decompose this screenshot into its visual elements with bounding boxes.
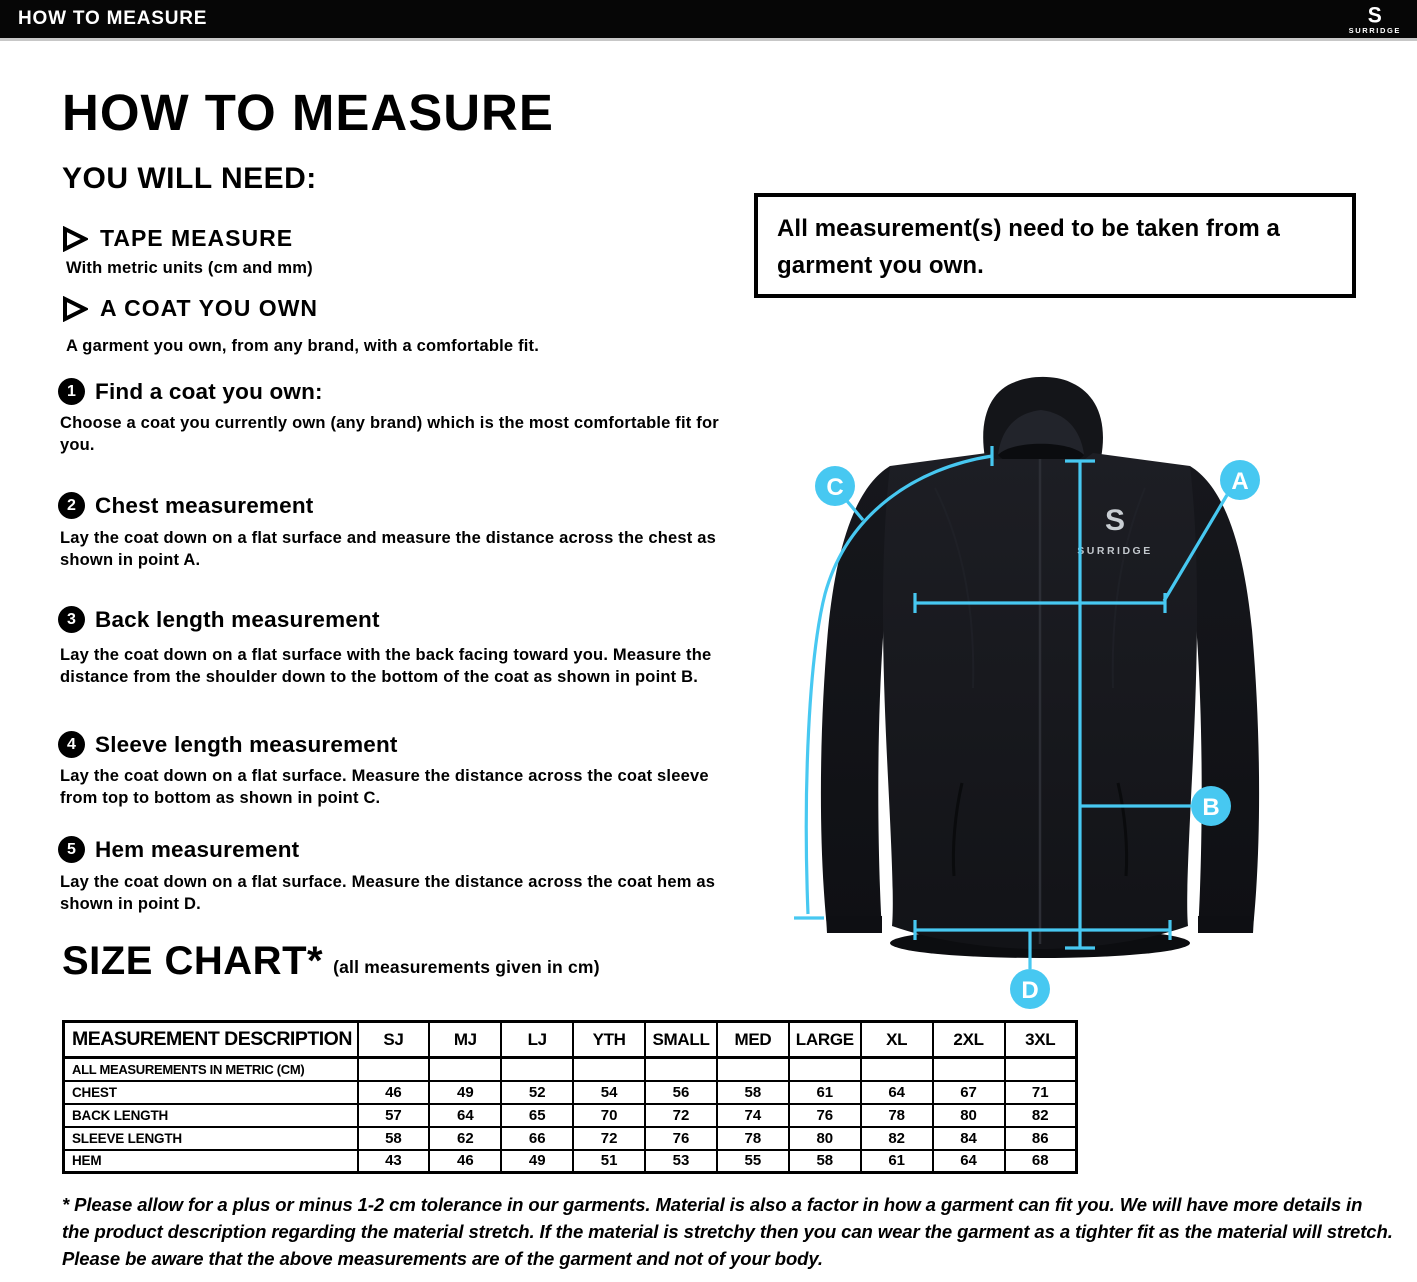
cell-value: 53 — [645, 1150, 717, 1173]
column-header: SJ — [358, 1022, 430, 1058]
triangle-bullet-icon — [62, 296, 88, 322]
step-title: Hem measurement — [95, 836, 300, 862]
cell-value: 46 — [358, 1081, 430, 1104]
cell-value: 68 — [1005, 1150, 1077, 1173]
jacket-left-cuff — [826, 916, 882, 933]
cell-value: 64 — [933, 1150, 1005, 1173]
callout-text: All measurement(s) need to be taken from a garment you own. — [777, 215, 1280, 280]
cell-value: 66 — [501, 1127, 573, 1150]
cell-value: 54 — [573, 1081, 645, 1104]
requirement-label: TAPE MEASURE — [100, 225, 294, 251]
step-2 — [58, 492, 313, 519]
point-a-label: A — [1231, 468, 1249, 495]
row-label: BACK LENGTH — [64, 1104, 358, 1127]
cell-value: 78 — [861, 1104, 933, 1127]
step-title: Chest measurement — [95, 492, 314, 518]
step-title: Back length measurement — [95, 606, 380, 632]
cell-value: 82 — [1005, 1104, 1077, 1127]
row-label: HEM — [64, 1150, 358, 1173]
cell-value: 71 — [1005, 1081, 1077, 1104]
jacket-right-cuff — [1198, 916, 1254, 933]
top-bar — [0, 0, 1417, 38]
cell-value: 72 — [573, 1127, 645, 1150]
cell-value: 86 — [1005, 1127, 1077, 1150]
step-description: Lay the coat down on a flat surface with the back facing toward you. Measure the distance from the shoulder down to the bottom of the coat as shown in point B. — [60, 646, 712, 686]
column-header: MEASUREMENT DESCRIPTION — [64, 1022, 358, 1058]
empty-cell — [1005, 1058, 1077, 1081]
step-number-badge: 3 — [58, 606, 85, 633]
column-header: MED — [717, 1022, 789, 1058]
step-1 — [58, 378, 323, 405]
empty-cell — [861, 1058, 933, 1081]
row-label: SLEEVE LENGTH — [64, 1127, 358, 1150]
table-row-chest — [64, 1081, 1077, 1104]
jacket-logo-wordmark: SURRIDGE — [1077, 545, 1153, 557]
requirement-desc: A garment you own, from any brand, with a comfortable fit. — [66, 337, 540, 355]
step-number-badge: 4 — [58, 731, 85, 758]
column-header: 2XL — [933, 1022, 1005, 1058]
cell-value: 52 — [501, 1081, 573, 1104]
step-title: Sleeve length measurement — [95, 731, 398, 757]
empty-cell — [789, 1058, 861, 1081]
cell-value: 65 — [501, 1104, 573, 1127]
column-header: 3XL — [1005, 1022, 1077, 1058]
cell-value: 56 — [645, 1081, 717, 1104]
empty-cell — [358, 1058, 430, 1081]
point-c-label: C — [826, 474, 844, 501]
step-number-badge: 1 — [58, 378, 85, 405]
column-header: YTH — [573, 1022, 645, 1058]
tolerance-footnote: * Please allow for a plus or minus 1-2 cm tolerance in our garments. Material is also a factor in how a garment can fit you. We will have more details in the product description regarding the material stretch. If the material is stretchy then you can wear the garment as a tighter fit as the material will stretch. Please be aware that the above measurements are of the garment and not of your body. — [62, 1194, 1393, 1269]
step-5 — [58, 836, 299, 863]
cell-value: 43 — [358, 1150, 430, 1173]
measurement-callout-box — [754, 193, 1356, 298]
column-header: MJ — [429, 1022, 501, 1058]
cell-value: 82 — [861, 1127, 933, 1150]
step-3 — [58, 606, 380, 633]
cell-value: 74 — [717, 1104, 789, 1127]
cell-value: 64 — [429, 1104, 501, 1127]
surridge-wordmark: SURRIDGE — [1348, 25, 1401, 35]
jacket-illustration — [735, 358, 1365, 1058]
step-description: Lay the coat down on a flat surface and measure the distance across the chest as shown in point A. — [60, 529, 717, 569]
surridge-logo — [1349, 5, 1401, 35]
cell-value: 55 — [717, 1150, 789, 1173]
size-chart-subtitle: (all measurements given in cm) — [333, 957, 600, 977]
requirement-coat — [62, 295, 318, 322]
cell-value: 51 — [573, 1150, 645, 1173]
page-title: HOW TO MEASURE — [62, 84, 554, 141]
you-will-need-heading: YOU WILL NEED: — [62, 162, 317, 195]
jacket-measurement-diagram — [735, 358, 1365, 1058]
cell-value: 61 — [789, 1081, 861, 1104]
empty-cell — [573, 1058, 645, 1081]
row-label: CHEST — [64, 1081, 358, 1104]
jacket-right-sleeve — [1188, 466, 1259, 932]
metric-note-row — [64, 1058, 1077, 1081]
requirement-desc: With metric units (cm and mm) — [66, 259, 313, 277]
column-header: LJ — [501, 1022, 573, 1058]
size-chart-table — [62, 1020, 1078, 1174]
cell-value: 58 — [717, 1081, 789, 1104]
cell-value: 58 — [789, 1150, 861, 1173]
table-row-sleeve-length — [64, 1127, 1077, 1150]
cell-value: 80 — [789, 1127, 861, 1150]
top-bar-divider — [0, 38, 1417, 41]
empty-cell — [933, 1058, 1005, 1081]
table-row-hem — [64, 1150, 1077, 1173]
size-chart-title: SIZE CHART* — [62, 939, 324, 983]
requirement-label: A COAT YOU OWN — [100, 295, 319, 321]
empty-cell — [717, 1058, 789, 1081]
point-d-label: D — [1021, 977, 1039, 1004]
column-header: LARGE — [789, 1022, 861, 1058]
cell-value: 72 — [645, 1104, 717, 1127]
size-chart-heading — [62, 941, 600, 981]
step-description: Lay the coat down on a flat surface. Measure the distance across the coat hem as shown in point D. — [60, 873, 716, 913]
column-header: XL — [861, 1022, 933, 1058]
cell-value: 62 — [429, 1127, 501, 1150]
empty-cell — [501, 1058, 573, 1081]
cell-value: 78 — [717, 1127, 789, 1150]
step-number-badge: 2 — [58, 492, 85, 519]
metric-note: ALL MEASUREMENTS IN METRIC (CM) — [64, 1058, 358, 1081]
cell-value: 49 — [501, 1150, 573, 1173]
cell-value: 70 — [573, 1104, 645, 1127]
cell-value: 58 — [358, 1127, 430, 1150]
step-number-badge: 5 — [58, 836, 85, 863]
cell-value: 57 — [358, 1104, 430, 1127]
cell-value: 49 — [429, 1081, 501, 1104]
empty-cell — [429, 1058, 501, 1081]
step-description: Choose a coat you currently own (any brand) which is the most comfortable fit for you. — [60, 414, 719, 454]
cell-value: 61 — [861, 1150, 933, 1173]
cell-value: 84 — [933, 1127, 1005, 1150]
triangle-bullet-icon — [62, 226, 88, 252]
surridge-s-icon: S — [1367, 3, 1382, 28]
cell-value: 64 — [861, 1081, 933, 1104]
cell-value: 76 — [645, 1127, 717, 1150]
top-bar-title: HOW TO MEASURE — [18, 8, 208, 29]
requirement-tape-measure — [62, 225, 293, 252]
step-title: Find a coat you own: — [95, 378, 323, 404]
cell-value: 46 — [429, 1150, 501, 1173]
jacket-left-sleeve — [821, 466, 892, 932]
cell-value: 76 — [789, 1104, 861, 1127]
empty-cell — [645, 1058, 717, 1081]
table-row-back-length — [64, 1104, 1077, 1127]
step-4 — [58, 731, 398, 758]
point-b-label: B — [1202, 794, 1220, 821]
cell-value: 80 — [933, 1104, 1005, 1127]
step-description: Lay the coat down on a flat surface. Measure the distance across the coat sleeve from top to bottom as shown in point C. — [60, 767, 709, 807]
size-chart-header-row — [64, 1022, 1077, 1058]
column-header: SMALL — [645, 1022, 717, 1058]
cell-value: 67 — [933, 1081, 1005, 1104]
jacket-logo-s-icon: S — [1104, 504, 1126, 537]
